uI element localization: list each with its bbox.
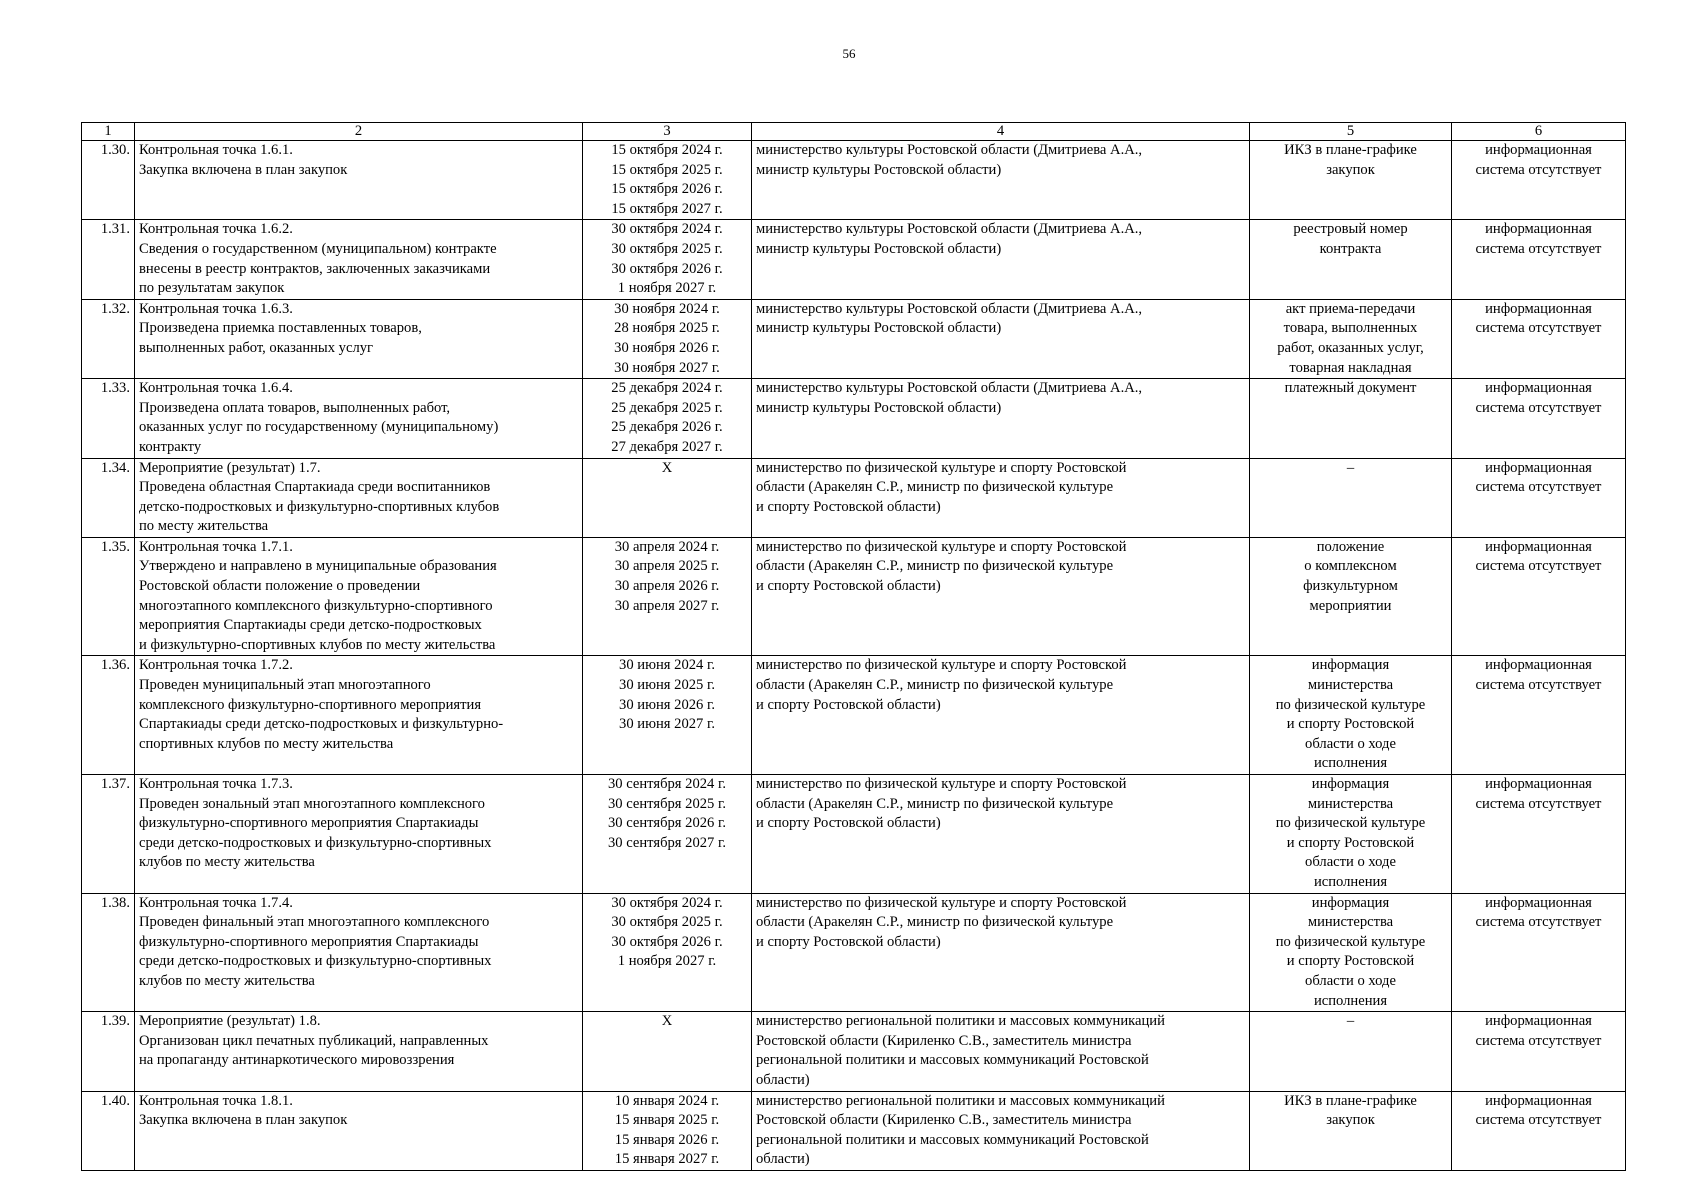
- row-confirming-document: –: [1250, 458, 1452, 537]
- row-responsible: министерство по физической культуре и спорту Ростовской области (Аракелян С.Р., министр по физической культуре и спорту Ростовской области): [752, 656, 1250, 775]
- row-deadlines: 30 апреля 2024 г. 30 апреля 2025 г. 30 апреля 2026 г. 30 апреля 2027 г.: [583, 537, 752, 656]
- row-deadlines: 30 ноября 2024 г. 28 ноября 2025 г. 30 ноября 2026 г. 30 ноября 2027 г.: [583, 299, 752, 378]
- row-confirming-document: реестровый номер контракта: [1250, 220, 1452, 299]
- table-row: [82, 656, 1626, 775]
- row-responsible: министерство по физической культуре и спорту Ростовской области (Аракелян С.Р., министр по физической культуре и спорту Ростовской области): [752, 537, 1250, 656]
- column-header-2: 2: [135, 123, 583, 141]
- column-header-5: 5: [1250, 123, 1452, 141]
- row-confirming-document: ИКЗ в плане-графике закупок: [1250, 141, 1452, 220]
- row-information-system: информационная система отсутствует: [1452, 537, 1626, 656]
- table-row: [82, 458, 1626, 537]
- row-confirming-document: информация министерства по физической культуре и спорту Ростовской области о ходе исполнения: [1250, 893, 1452, 1012]
- row-deadlines: 30 сентября 2024 г. 30 сентября 2025 г. 30 сентября 2026 г. 30 сентября 2027 г.: [583, 775, 752, 894]
- column-header-1: 1: [82, 123, 135, 141]
- table-row: [82, 1091, 1626, 1170]
- row-deadlines: Х: [583, 1012, 752, 1091]
- table-row: [82, 141, 1626, 220]
- row-title: Контрольная точка 1.7.1. Утверждено и направлено в муниципальные образования Ростовской области положение о проведении многоэтапного комплексного физкультурно-спортивного мероприятия Спартакиады среди детско-подростковых и физкультурно-спортивных клубов по месту жительства: [135, 537, 583, 656]
- row-responsible: министерство культуры Ростовской области (Дмитриева А.А., министр культуры Ростовской области): [752, 379, 1250, 458]
- row-title: Контрольная точка 1.7.4. Проведен финальный этап многоэтапного комплексного физкультурно-спортивного мероприятия Спартакиады среди детско-подростковых и физкультурно-спортивных клубов по месту жительства: [135, 893, 583, 1012]
- column-header-6: 6: [1452, 123, 1626, 141]
- row-deadlines: 10 января 2024 г. 15 января 2025 г. 15 января 2026 г. 15 января 2027 г.: [583, 1091, 752, 1170]
- plan-table: [81, 122, 1626, 1171]
- row-responsible: министерство по физической культуре и спорту Ростовской области (Аракелян С.Р., министр по физической культуре и спорту Ростовской области): [752, 775, 1250, 894]
- row-confirming-document: –: [1250, 1012, 1452, 1091]
- row-information-system: информационная система отсутствует: [1452, 458, 1626, 537]
- row-number: 1.34.: [82, 458, 135, 537]
- row-number: 1.30.: [82, 141, 135, 220]
- row-information-system: информационная система отсутствует: [1452, 1091, 1626, 1170]
- table-row: [82, 1012, 1626, 1091]
- row-responsible: министерство по физической культуре и спорту Ростовской области (Аракелян С.Р., министр по физической культуре и спорту Ростовской области): [752, 893, 1250, 1012]
- row-title: Мероприятие (результат) 1.8. Организован цикл печатных публикаций, направленных на пропаганду антинаркотического мировоззрения: [135, 1012, 583, 1091]
- row-confirming-document: платежный документ: [1250, 379, 1452, 458]
- row-confirming-document: акт приема-передачи товара, выполненных работ, оказанных услуг, товарная накладная: [1250, 299, 1452, 378]
- row-deadlines: 30 октября 2024 г. 30 октября 2025 г. 30 октября 2026 г. 1 ноября 2027 г.: [583, 220, 752, 299]
- row-title: Контрольная точка 1.7.2. Проведен муниципальный этап многоэтапного комплексного физкультурно-спортивного мероприятия Спартакиады среди детско-подростковых и физкультурно- спортивных клубов по месту жительства: [135, 656, 583, 775]
- row-number: 1.39.: [82, 1012, 135, 1091]
- row-title: Контрольная точка 1.6.2. Сведения о государственном (муниципальном) контракте внесены в реестр контрактов, заключенных заказчиками по результатам закупок: [135, 220, 583, 299]
- table-body: [82, 141, 1626, 1171]
- row-information-system: информационная система отсутствует: [1452, 1012, 1626, 1091]
- row-responsible: министерство региональной политики и массовых коммуникаций Ростовской области (Кириленко С.В., заместитель министра региональной политики и массовых коммуникаций Ростовской области): [752, 1012, 1250, 1091]
- row-confirming-document: информация министерства по физической культуре и спорту Ростовской области о ходе исполнения: [1250, 775, 1452, 894]
- row-information-system: информационная система отсутствует: [1452, 220, 1626, 299]
- table-row: [82, 537, 1626, 656]
- row-title: Контрольная точка 1.6.1. Закупка включена в план закупок: [135, 141, 583, 220]
- row-information-system: информационная система отсутствует: [1452, 299, 1626, 378]
- row-title: Контрольная точка 1.7.3. Проведен зональный этап многоэтапного комплексного физкультурно-спортивного мероприятия Спартакиады среди детско-подростковых и физкультурно-спортивных клубов по месту жительства: [135, 775, 583, 894]
- row-information-system: информационная система отсутствует: [1452, 656, 1626, 775]
- row-deadlines: 15 октября 2024 г. 15 октября 2025 г. 15 октября 2026 г. 15 октября 2027 г.: [583, 141, 752, 220]
- row-number: 1.33.: [82, 379, 135, 458]
- row-number: 1.37.: [82, 775, 135, 894]
- row-confirming-document: положение о комплексном физкультурном мероприятии: [1250, 537, 1452, 656]
- table-row: [82, 299, 1626, 378]
- row-number: 1.36.: [82, 656, 135, 775]
- row-number: 1.31.: [82, 220, 135, 299]
- table-header-row: [82, 123, 1626, 141]
- row-responsible: министерство культуры Ростовской области (Дмитриева А.А., министр культуры Ростовской области): [752, 299, 1250, 378]
- table-row: [82, 893, 1626, 1012]
- row-title: Мероприятие (результат) 1.7. Проведена областная Спартакиада среди воспитанников детско-подростковых и физкультурно-спортивных клубов по месту жительства: [135, 458, 583, 537]
- table-row: [82, 775, 1626, 894]
- column-header-4: 4: [752, 123, 1250, 141]
- column-header-3: 3: [583, 123, 752, 141]
- row-information-system: информационная система отсутствует: [1452, 775, 1626, 894]
- row-responsible: министерство культуры Ростовской области (Дмитриева А.А., министр культуры Ростовской области): [752, 141, 1250, 220]
- row-title: Контрольная точка 1.6.3. Произведена приемка поставленных товаров, выполненных работ, оказанных услуг: [135, 299, 583, 378]
- page-number: 56: [842, 46, 856, 61]
- row-information-system: информационная система отсутствует: [1452, 141, 1626, 220]
- row-number: 1.40.: [82, 1091, 135, 1170]
- row-responsible: министерство региональной политики и массовых коммуникаций Ростовской области (Кириленко С.В., заместитель министра региональной политики и массовых коммуникаций Ростовской области): [752, 1091, 1250, 1170]
- table-row: [82, 220, 1626, 299]
- row-deadlines: Х: [583, 458, 752, 537]
- row-deadlines: 30 июня 2024 г. 30 июня 2025 г. 30 июня 2026 г. 30 июня 2027 г.: [583, 656, 752, 775]
- table-row: [82, 379, 1626, 458]
- row-title: Контрольная точка 1.8.1. Закупка включена в план закупок: [135, 1091, 583, 1170]
- row-number: 1.35.: [82, 537, 135, 656]
- row-confirming-document: информация министерства по физической культуре и спорту Ростовской области о ходе исполнения: [1250, 656, 1452, 775]
- row-responsible: министерство по физической культуре и спорту Ростовской области (Аракелян С.Р., министр по физической культуре и спорту Ростовской области): [752, 458, 1250, 537]
- row-information-system: информационная система отсутствует: [1452, 379, 1626, 458]
- row-number: 1.32.: [82, 299, 135, 378]
- row-information-system: информационная система отсутствует: [1452, 893, 1626, 1012]
- row-responsible: министерство культуры Ростовской области (Дмитриева А.А., министр культуры Ростовской области): [752, 220, 1250, 299]
- row-confirming-document: ИКЗ в плане-графике закупок: [1250, 1091, 1452, 1170]
- row-title: Контрольная точка 1.6.4. Произведена оплата товаров, выполненных работ, оказанных услуг по государственному (муниципальному) контракту: [135, 379, 583, 458]
- row-deadlines: 30 октября 2024 г. 30 октября 2025 г. 30 октября 2026 г. 1 ноября 2027 г.: [583, 893, 752, 1012]
- row-number: 1.38.: [82, 893, 135, 1012]
- row-deadlines: 25 декабря 2024 г. 25 декабря 2025 г. 25 декабря 2026 г. 27 декабря 2027 г.: [583, 379, 752, 458]
